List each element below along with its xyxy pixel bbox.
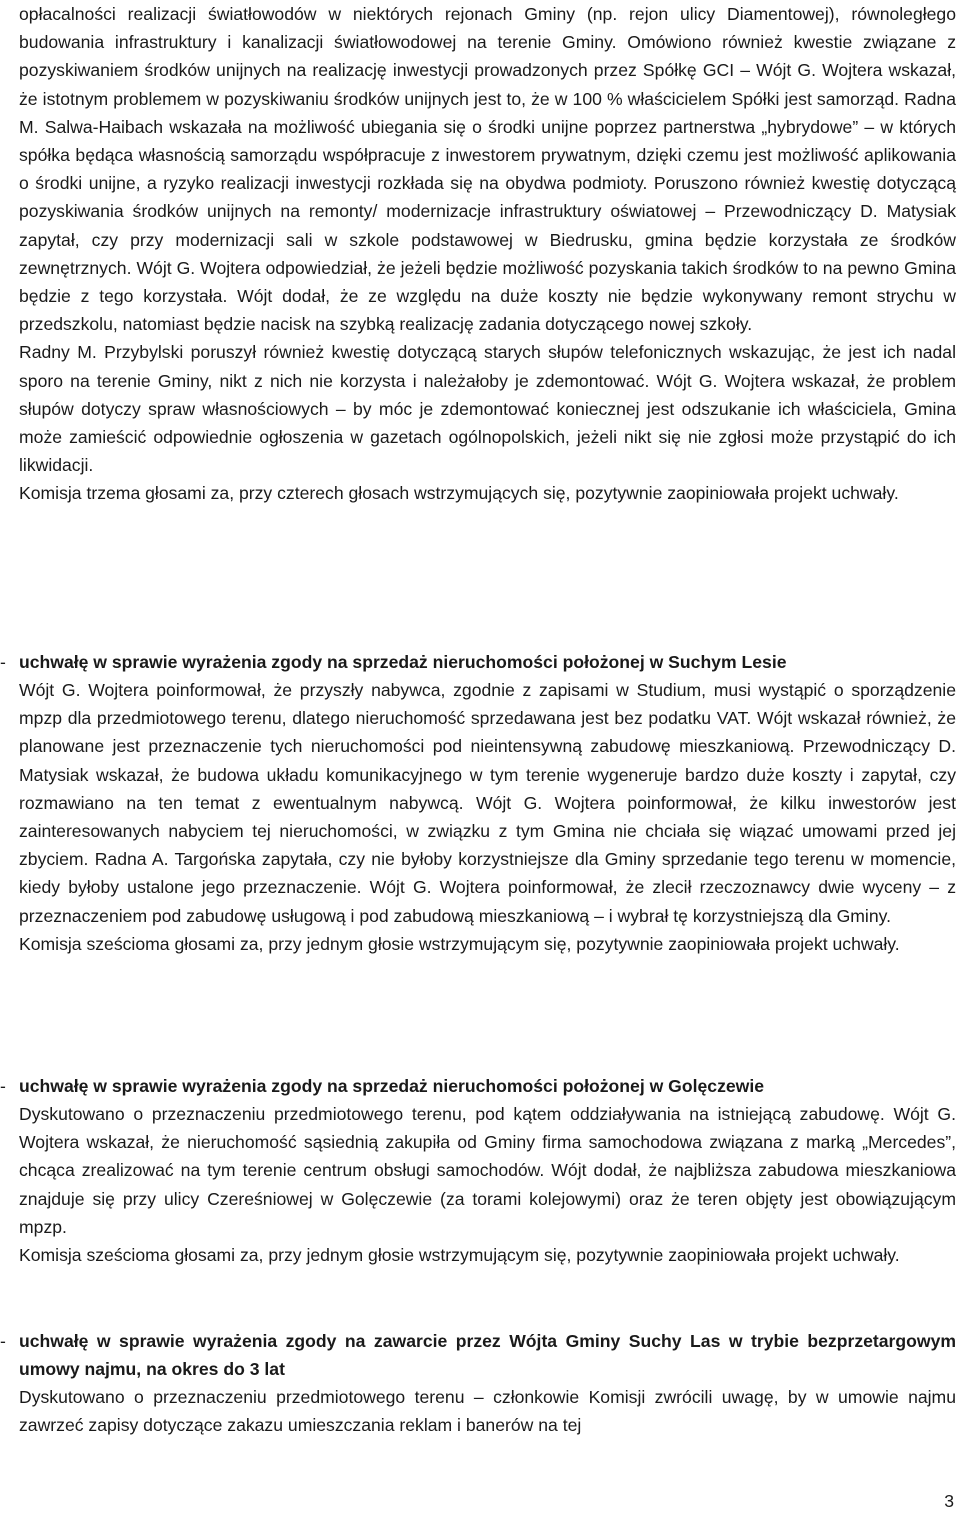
paragraph: Radny M. Przybylski poruszył również kwestię dotyczącą starych słupów telefonicznych wskazując, że jest ich nadal sporo na terenie Gminy, nikt z nich nie korzysta i należałoby je zdemontować. Wójt G. Wojtera wskazał, że problem słupów dotyczy spraw własnościowych – by móc je zdemontować koniecznej jest odszukanie ich właściciela, Gmina może zamieścić odpowiednie ogłoszenia w gazetach ogólnopolskich, jeżeli nikt się nie zgłosi może przystąpić do ich likwidacji.: [19, 342, 956, 476]
paragraph: Dyskutowano o przeznaczeniu przedmiotowego terenu – członkowie Komisji zwrócili uwagę, by w umowie najmu zawrzeć zapisy dotyczące zakazu umieszczania reklam i banerów na tej: [19, 1387, 956, 1436]
text-block-umowa-najmu: [19, 1383, 956, 1439]
heading-text: uchwałę w sprawie wyrażenia zgody na sprzedaż nieruchomości położonej w Suchym Lesie: [19, 652, 787, 672]
paragraph: Dyskutowano o przeznaczeniu przedmiotowego terenu, pod kątem oddziaływania na istniejącą zabudowę. Wójt G. Wojtera wskazał, że nieruchomość sąsiednią zakupiła od Gminy firma samochodowa związana z marką „Mercedes”, chcąca zrealizować na tym terenie centrum obsługi samochodów. Wójt dodał, że najbliższa zabudowa mieszkaniowa znajduje się przy ulicy Czereśniowej w Golęczewie (za torami kolejowymi) oraz że teren objęty jest obowiązującym mpzp.: [19, 1104, 956, 1237]
text-block-intro: [19, 0, 956, 508]
heading-text: uchwałę w sprawie wyrażenia zgody na zawarcie przez Wójta Gminy Suchy Las w trybie bezprzetargowym umowy najmu, na okres do 3 lat: [19, 1331, 956, 1380]
section-heading-goleczewo: [0, 1072, 956, 1100]
list-dash: -: [0, 1331, 6, 1351]
section-heading-suchy-las: [0, 648, 956, 676]
heading-text: uchwałę w sprawie wyrażenia zgody na sprzedaż nieruchomości położonej w Golęczewie: [19, 1076, 765, 1096]
section-heading-umowa-najmu: [0, 1327, 956, 1383]
paragraph: Komisja trzema głosami za, przy czterech głosach wstrzymujących się, pozytywnie zaopiniowała projekt uchwały.: [19, 483, 899, 504]
paragraph: Wójt G. Wojtera poinformował, że przyszły nabywca, zgodnie z zapisami w Studium, musi wystąpić o sporządzenie mpzp dla przedmiotowego terenu, dlatego nieruchomość sprzedawana jest bez podatku VAT. Wójt wskazał również, że planowane jest przeznaczenie tych nieruchomości pod nieintensywną zabudowę mieszkaniową. Przewodniczący D. Matysiak wskazał, że budowa układu komunikacyjnego w tym terenie wygeneruje bardzo duże koszty i zapytał, czy rozmawiano na ten temat z ewentualnym nabywcą. Wójt G. Wojtera poinformował, że kilku inwestorów jest zainteresowanych nabyciem tej nieruchomości, w związku z tym Gmina nie chciała się wiązać umowami przed jej zbyciem. Radna A. Targońska zapytała, czy nie byłoby korzystniejsze dla Gminy sprzedanie tego terenu w momencie, kiedy byłoby ustalone jego przeznaczenie. Wójt G. Wojtera poinformował, że zlecił rzeczoznawcy dwie wyceny – z przeznaczeniem pod zabudowę usługową i pod zabudową mieszkaniową – i wybrał tę korzystniejszą dla Gminy.: [19, 680, 956, 926]
text-block-suchy-las: [19, 676, 956, 958]
list-dash: -: [0, 652, 6, 672]
list-dash: -: [0, 1076, 6, 1096]
paragraph: Komisja sześcioma głosami za, przy jednym głosie wstrzymującym się, pozytywnie zaopiniowała projekt uchwały.: [19, 1245, 900, 1266]
text-block-goleczewo: [19, 1100, 956, 1269]
paragraph: opłacalności realizacji światłowodów w niektórych rejonach Gminy (np. rejon ulicy Diamentowej), równoległego budowania infrastruktury i kanalizacji światłowodowej na terenie Gminy. Omówiono również kwestie związane z pozyskiwaniem środków unijnych na realizację inwestycji prowadzonych przez Spółkę GCI – Wójt G. Wojtera wskazał, że istotnym problemem w pozyskiwaniu środków unijnych jest to, że w 100 % właścicielem Spółki jest samorząd. Radna M. Salwa-Haibach wskazała na możliwość ubiegania się o środki unijne poprzez partnerstwa „hybrydowe” – w których spółka będąca własnością samorządu współpracuje z inwestorem prywatnym, dzięki czemu jest możliwość aplikowania o środki unijne, a ryzyko realizacji inwestycji rozkłada się na obydwa podmioty. Poruszono również kwestię dotyczącą pozyskiwania środków unijnych na remonty/ modernizacje infrastruktury oświatowej – Przewodniczący D. Matysiak zapytał, czy przy modernizacji sali w szkole podstawowej w Biedrusku, gmina będzie korzystała ze środków zewnętrznych. Wójt G. Wojtera odpowiedział, że jeżeli będzie możliwość pozyskania takich środków to na pewno Gmina będzie z tego korzystała. Wójt dodał, że ze względu na duże koszty nie będzie wykonywany remont strychu w przedszkolu, natomiast będzie nacisk na szybką realizację zadania dotyczącego nowej szkoły.: [19, 4, 956, 335]
page-number: 3: [944, 1491, 954, 1511]
paragraph: Komisja sześcioma głosami za, przy jednym głosie wstrzymującym się, pozytywnie zaopiniowała projekt uchwały.: [19, 933, 900, 954]
